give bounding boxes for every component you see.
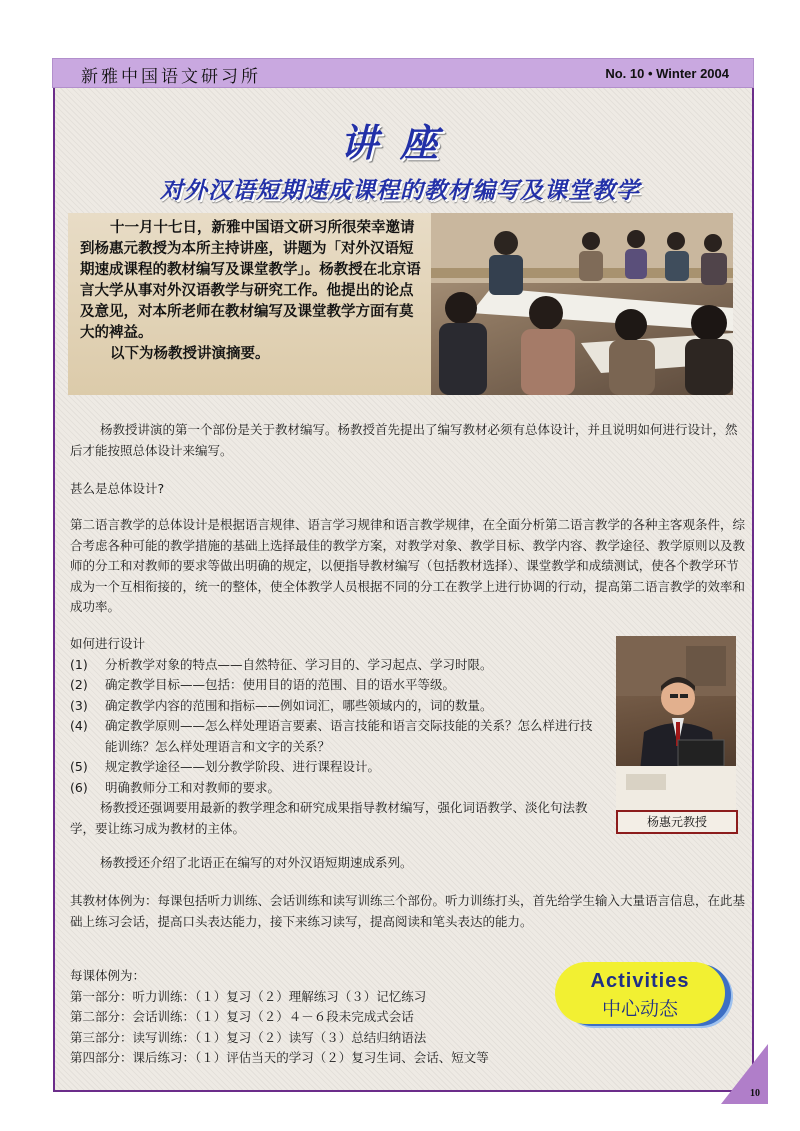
list-text: 明确教师分工和对教师的要求。: [105, 779, 281, 795]
institute-name: 新雅中国语文研习所: [81, 67, 261, 87]
section-series: [70, 853, 745, 874]
list-item: [70, 778, 600, 799]
article-subtitle: 对外汉语短期速成课程的教材编写及课堂教学: [160, 177, 640, 204]
paragraph: 第二语言教学的总体设计是根据语言规律、语言学习规律和语言教学规律，在全面分析第二语言教学的各种主客观条件，综合考虑各种可能的教学措施的基础上选择最佳的教学方案，对教学对象、教学目标、教学内容、教学途径、教学原则以及教师的分工和对教师的要求等做出明确的规定，以便指导教材编写（包括教材选择）、课堂教学和成绩测试，使各个教学环节成为一个互相衔接的，统一的整体，使全体教学人员根据不同的分工在教学上进行协调的行动，提高第二语言教学的效率和成功率。: [70, 517, 746, 614]
intro-lead-in: 以下为杨教授讲演摘要。: [110, 346, 270, 362]
professor-photo-image: [616, 636, 736, 810]
professor-photo: [616, 636, 736, 810]
lesson-line: 第三部分：读写训练：（１）复习（２）读写（３）总结归纳语法: [70, 1029, 427, 1045]
paragraph: 其教材体例为：每课包括听力训练、会话训练和读写训练三个部份。听力训练打头，首先给学生输入大量语言信息，在此基础上练习会话，提高口头表达能力，接下来练习读写，提高阅读和笔头表达的能力。: [70, 893, 746, 929]
issue-label: No. 10 • Winter 2004: [605, 66, 729, 81]
paragraph: 杨教授还介绍了北语正在编写的对外汉语短期速成系列。: [100, 855, 413, 870]
activities-english: Activities: [590, 970, 690, 992]
list-item: [70, 675, 600, 696]
lesson-line: 第二部分：会话训练：（１）复习（２）４－６段未完成式会话: [70, 1009, 414, 1024]
list-item: [70, 757, 600, 778]
lecture-photo-image: [431, 213, 733, 395]
intro-text: [80, 218, 425, 365]
list-item: [70, 696, 600, 717]
intro-paragraph: 十一月十七日，新雅中国语文研习所很荣幸邀请到杨惠元教授为本所主持讲座，讲题为「对外汉语短期速成课程的教材编写及课堂教学」。杨教授在北京语言大学从事对外汉语教学与研究工作。他提出的论点及意见，对本所老师在教材编写及课堂教学方面有莫大的裨益。: [80, 220, 421, 341]
list-number: (5): [70, 759, 88, 774]
section-overall-design: [70, 515, 745, 618]
list-text: 确定教学原则——怎么样处理语言要素、语言技能和语言交际技能的关系？怎么样进行技能训练？怎么样处理语言和文字的关系？: [105, 718, 593, 754]
article-title: 讲座: [339, 120, 460, 165]
paragraph: 杨教授还强调要用最新的教学理念和研究成果指导教材编写，强化词语教学、淡化句法教学，要让练习成为教材的主体。: [70, 800, 588, 836]
section-intro: [70, 420, 745, 461]
page-corner: [721, 1044, 768, 1104]
list-item: [70, 655, 600, 676]
photo-caption: 杨惠元教授: [616, 810, 738, 834]
lesson-heading: 每课体例为：: [70, 968, 146, 983]
lecture-photo: [431, 213, 733, 395]
list-number: (2): [70, 677, 88, 692]
page-header: [52, 58, 754, 88]
lesson-line: 第四部分：课后练习：（１）评估当天的学习（２）复习生词、会话、短文等: [70, 1050, 489, 1065]
list-text: 分析教学对象的特点——自然特征、学习目的、学习起点、学习时限。: [105, 656, 493, 672]
list-item: [70, 716, 600, 757]
activities-chinese: 中心动态: [601, 998, 678, 1020]
section-format: [70, 891, 745, 932]
list-number: (6): [70, 779, 88, 795]
lesson-line: 第一部分：听力训练：（１）复习（２）理解练习（３）记忆练习: [70, 988, 427, 1004]
section-emphasis: [70, 798, 605, 839]
list-number: (4): [70, 718, 88, 733]
list-text: 确定教学内容的范围和指标——例如词汇，哪些领域内的，词的数量。: [105, 697, 493, 713]
lesson-format: [70, 966, 630, 1069]
page-number: 10: [750, 1088, 760, 1099]
design-steps: [70, 634, 600, 798]
activities-badge: [555, 962, 725, 1024]
question-heading: [70, 479, 745, 500]
list-text: 规定教学途径——划分教学阶段、进行课程设计。: [105, 759, 381, 774]
list-number: (3): [70, 697, 88, 713]
list-number: (1): [70, 656, 88, 672]
paragraph: 杨教授讲演的第一个部份是关于教材编写。杨教授首先提出了编写教材必须有总体设计，并且说明如何进行设计，然后才能按照总体设计来编写。: [70, 422, 738, 458]
design-heading: 如何进行设计: [70, 636, 146, 651]
list-text: 确定教学目标——包括：使用目的语的范围、目的语水平等级。: [105, 677, 456, 692]
question-text: 甚么是总体设计?: [70, 481, 165, 496]
